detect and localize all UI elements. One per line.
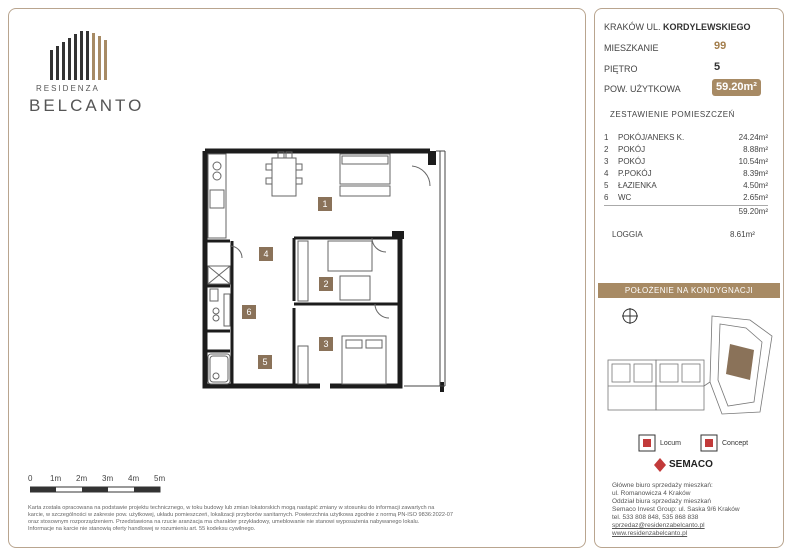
apartment-highlight	[726, 344, 754, 380]
room-name: ŁAZIENKA	[618, 181, 657, 190]
room-number: 1	[604, 133, 609, 142]
floor-plan	[200, 146, 460, 394]
loggia-label: LOGGIA	[612, 230, 643, 239]
mieszkanie-value: 99	[714, 40, 727, 52]
scale-label-2: 2m	[76, 474, 88, 483]
semaco-label: SEMACO	[669, 459, 713, 470]
office-line: Główne biuro sprzedaży mieszkań:	[612, 482, 713, 489]
concept-label: Concept	[722, 440, 749, 447]
plan-label-5: 5	[262, 357, 268, 367]
pietro-value: 5	[714, 61, 721, 73]
disclaimer-line: Informacje na karcie nie stanowią oferty handlowej w rozumieniu art. 55 kodeksu cywilnego.	[28, 526, 256, 532]
room-row	[604, 193, 768, 205]
partner-logos	[638, 432, 778, 482]
room-area: 24.24m²	[738, 133, 768, 142]
street-name: KORDYLEWSKIEGO	[663, 22, 751, 32]
disclaimer-line: oraz stosownym rozporządzeniem. Przedstawiona na rzucie aranżacja ma charakter przykładowy, umeblowanie nie stanowi wyposażenia nabywanego lokalu.	[28, 519, 420, 525]
room-name: POKÓJ	[618, 157, 646, 166]
room-area: 10.54m²	[738, 157, 768, 166]
office-line: Semaco Invest Group: ul. Saska 9/6 Kraków	[612, 506, 740, 513]
loggia-area: 8.61m²	[730, 230, 755, 239]
office-line: ul. Romanowicza 4 Kraków	[612, 490, 691, 497]
room-number: 5	[604, 181, 609, 190]
room-number: 3	[604, 157, 609, 166]
brand-name: BELCANTO	[29, 96, 145, 115]
room-row	[604, 157, 768, 169]
scale-label-4: 4m	[128, 474, 140, 483]
disclaimer	[28, 505, 548, 533]
room-name: WC	[618, 193, 632, 202]
room-name: POKÓJ	[618, 145, 646, 154]
office-line: tel. 533 808 848, 535 868 838	[612, 514, 699, 521]
city-prefix: KRAKÓW UL.	[604, 22, 661, 32]
office-info	[612, 482, 740, 538]
position-title: POŁOŻENIE NA KONDYGNACJI	[598, 283, 780, 298]
scale-bar-graphic	[30, 486, 162, 494]
room-number: 2	[604, 145, 609, 154]
scale-label-5: 5m	[154, 474, 166, 483]
street-address	[604, 22, 751, 32]
locum-logo-icon	[638, 434, 656, 452]
rooms-section-title: ZESTAWIENIE POMIESZCZEŃ	[610, 110, 735, 119]
rooms-total: 59.20m²	[738, 207, 768, 216]
room-area: 2.65m²	[743, 193, 768, 202]
plan-label-6: 6	[246, 307, 252, 317]
brand-subtitle: RESIDENZA	[36, 84, 100, 93]
semaco-logo-icon	[654, 458, 666, 472]
room-number: 6	[604, 193, 609, 202]
room-row	[604, 181, 768, 193]
office-line: Oddział biura sprzedaży mieszkań	[612, 498, 711, 505]
area-badge: 59.20m²	[712, 79, 761, 96]
room-area: 4.50m²	[743, 181, 768, 190]
room-row	[604, 169, 768, 181]
mieszkanie-label: MIESZKANIE	[604, 43, 659, 53]
office-website-link[interactable]: www.residenzabelcanto.pl	[612, 530, 688, 537]
disclaimer-line: karcie, w szczególności w zakresie pow. użytkowej, układu pomieszczeń, lokalizacji przyborów sanitarnych. Powierzchnia użytkowa zgodnie z normą PN-ISO 9836:2022-07	[28, 512, 454, 518]
room-name: POKÓJ/ANEKS K.	[618, 133, 685, 142]
plan-label-3: 3	[323, 339, 329, 349]
office-email-link[interactable]: sprzedaz@residenzabelcanto.pl	[612, 522, 705, 529]
pietro-label: PIĘTRO	[604, 64, 638, 74]
scale-label-0: 0	[28, 474, 33, 483]
room-row	[604, 133, 768, 145]
room-area: 8.88m²	[743, 145, 768, 154]
plan-label-1: 1	[322, 199, 328, 209]
scale-label-3: 3m	[102, 474, 114, 483]
room-name: P.POKÓJ	[618, 169, 652, 178]
building-bars-logo-icon	[30, 28, 140, 84]
locum-label: Locum	[660, 440, 682, 447]
disclaimer-line: Karta została opracowana na podstawie projektu technicznego, w toku budowy lub zmian lokatorskich mogą nastąpić zmiany w stosunku do informacji zawartych na	[28, 505, 435, 511]
concept-logo-icon	[700, 434, 718, 452]
room-row	[604, 145, 768, 157]
pow-label: POW. UŻYTKOWA	[604, 84, 681, 94]
room-area: 8.39m²	[743, 169, 768, 178]
compass-icon	[622, 308, 638, 324]
room-number: 4	[604, 169, 609, 178]
scale-bar	[28, 474, 188, 504]
plan-label-2: 2	[323, 279, 329, 289]
plan-label-4: 4	[263, 249, 269, 259]
scale-label-1: 1m	[50, 474, 62, 483]
rooms-divider	[604, 205, 768, 206]
floor-key-plan	[600, 302, 780, 422]
